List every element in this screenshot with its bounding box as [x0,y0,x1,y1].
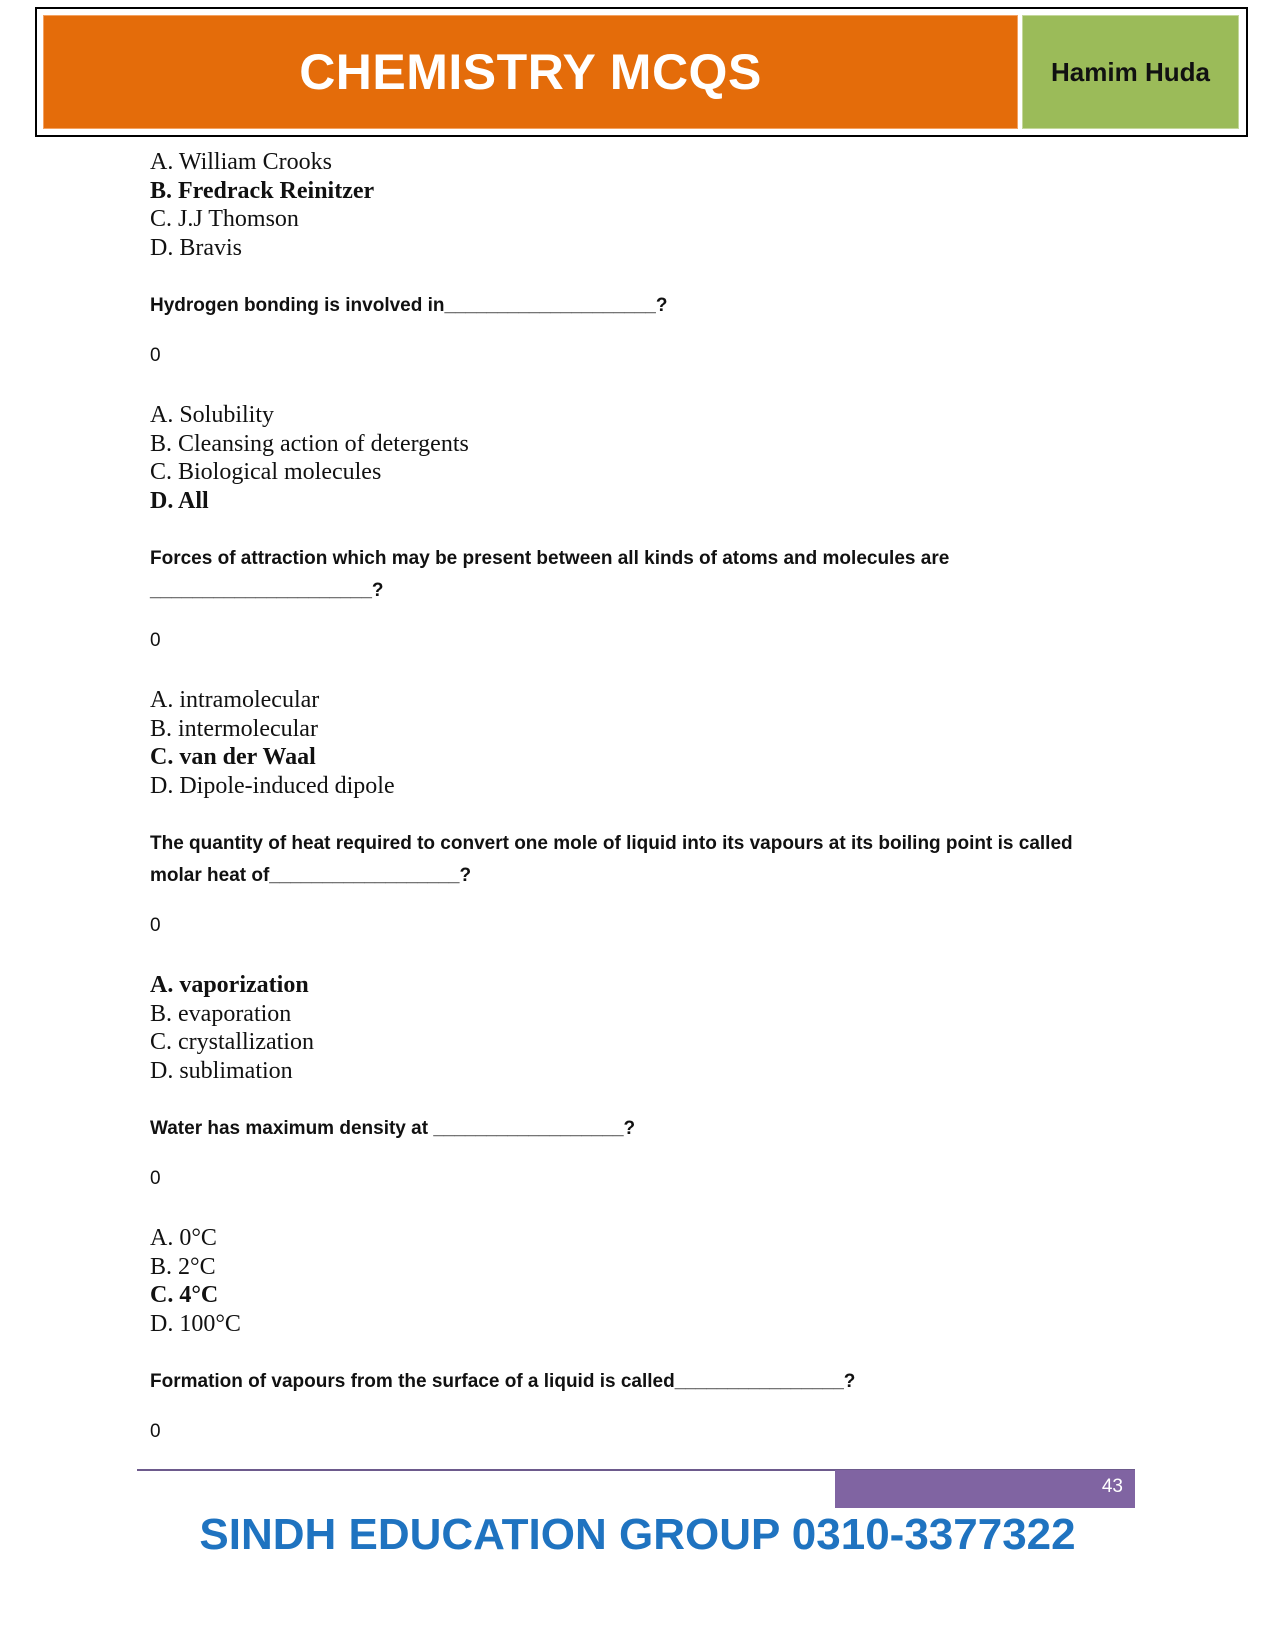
option: D. sublimation [150,1057,293,1084]
option: C. crystallization [150,1029,314,1055]
option: A. 0°C [150,1225,217,1251]
options-list [150,1224,1160,1338]
options-list [150,971,1160,1085]
mcq-content [150,148,1160,1444]
question-text: The quantity of heat required to convert one mole of liquid into its vapours at its boiling point is called [150,833,1073,854]
option: A. intramolecular [150,687,320,713]
option: D. Dipole-induced dipole [150,772,395,799]
answer-placeholder: 0 [150,915,161,936]
option: B. evaporation [150,1000,292,1027]
question-block [150,543,1160,800]
answer-placeholder: 0 [150,1168,161,1189]
question-text: Formation of vapours from the surface of a liquid is called________________? [150,1371,856,1392]
option-correct: C. van der Waal [150,744,316,770]
option-correct: B. Fredrack Reinitzer [150,177,375,204]
header-title: CHEMISTRY MCQS [43,15,1018,129]
page-number: 43 [835,1470,1135,1508]
option: D. 100°C [150,1310,241,1337]
question-block [150,1366,1160,1444]
answer-placeholder: 0 [150,1421,161,1442]
header-author: Hamim Huda [1022,15,1239,129]
option: A. William Crooks [150,149,332,175]
page-header [35,7,1248,137]
question-text: Hydrogen bonding is involved in____________________? [150,295,668,316]
question-text: Water has maximum density at __________________? [150,1118,636,1139]
option: D. Bravis [150,234,242,261]
question-block [150,828,1160,1085]
footer-text: SINDH EDUCATION GROUP 0310-3377322 [199,1510,1076,1559]
question-block [150,290,1160,515]
question-text-line2: molar heat of__________________? [150,865,472,886]
top-options [150,148,1160,262]
option-correct: D. All [150,487,209,514]
options-list [150,401,1160,515]
question-text-line2: _____________________? [150,580,384,601]
options-list [150,686,1160,800]
question-block [150,1113,1160,1338]
option: A. Solubility [150,402,275,428]
option: C. J.J Thomson [150,206,299,232]
option: B. 2°C [150,1253,216,1280]
option: B. Cleansing action of detergents [150,430,469,457]
option: C. Biological molecules [150,459,382,485]
option-correct: C. 4°C [150,1282,219,1308]
question-text: Forces of attraction which may be present between all kinds of atoms and molecules are [150,548,950,569]
option: B. intermolecular [150,715,318,742]
option-correct: A. vaporization [150,972,309,998]
answer-placeholder: 0 [150,630,161,651]
answer-placeholder: 0 [150,345,161,366]
